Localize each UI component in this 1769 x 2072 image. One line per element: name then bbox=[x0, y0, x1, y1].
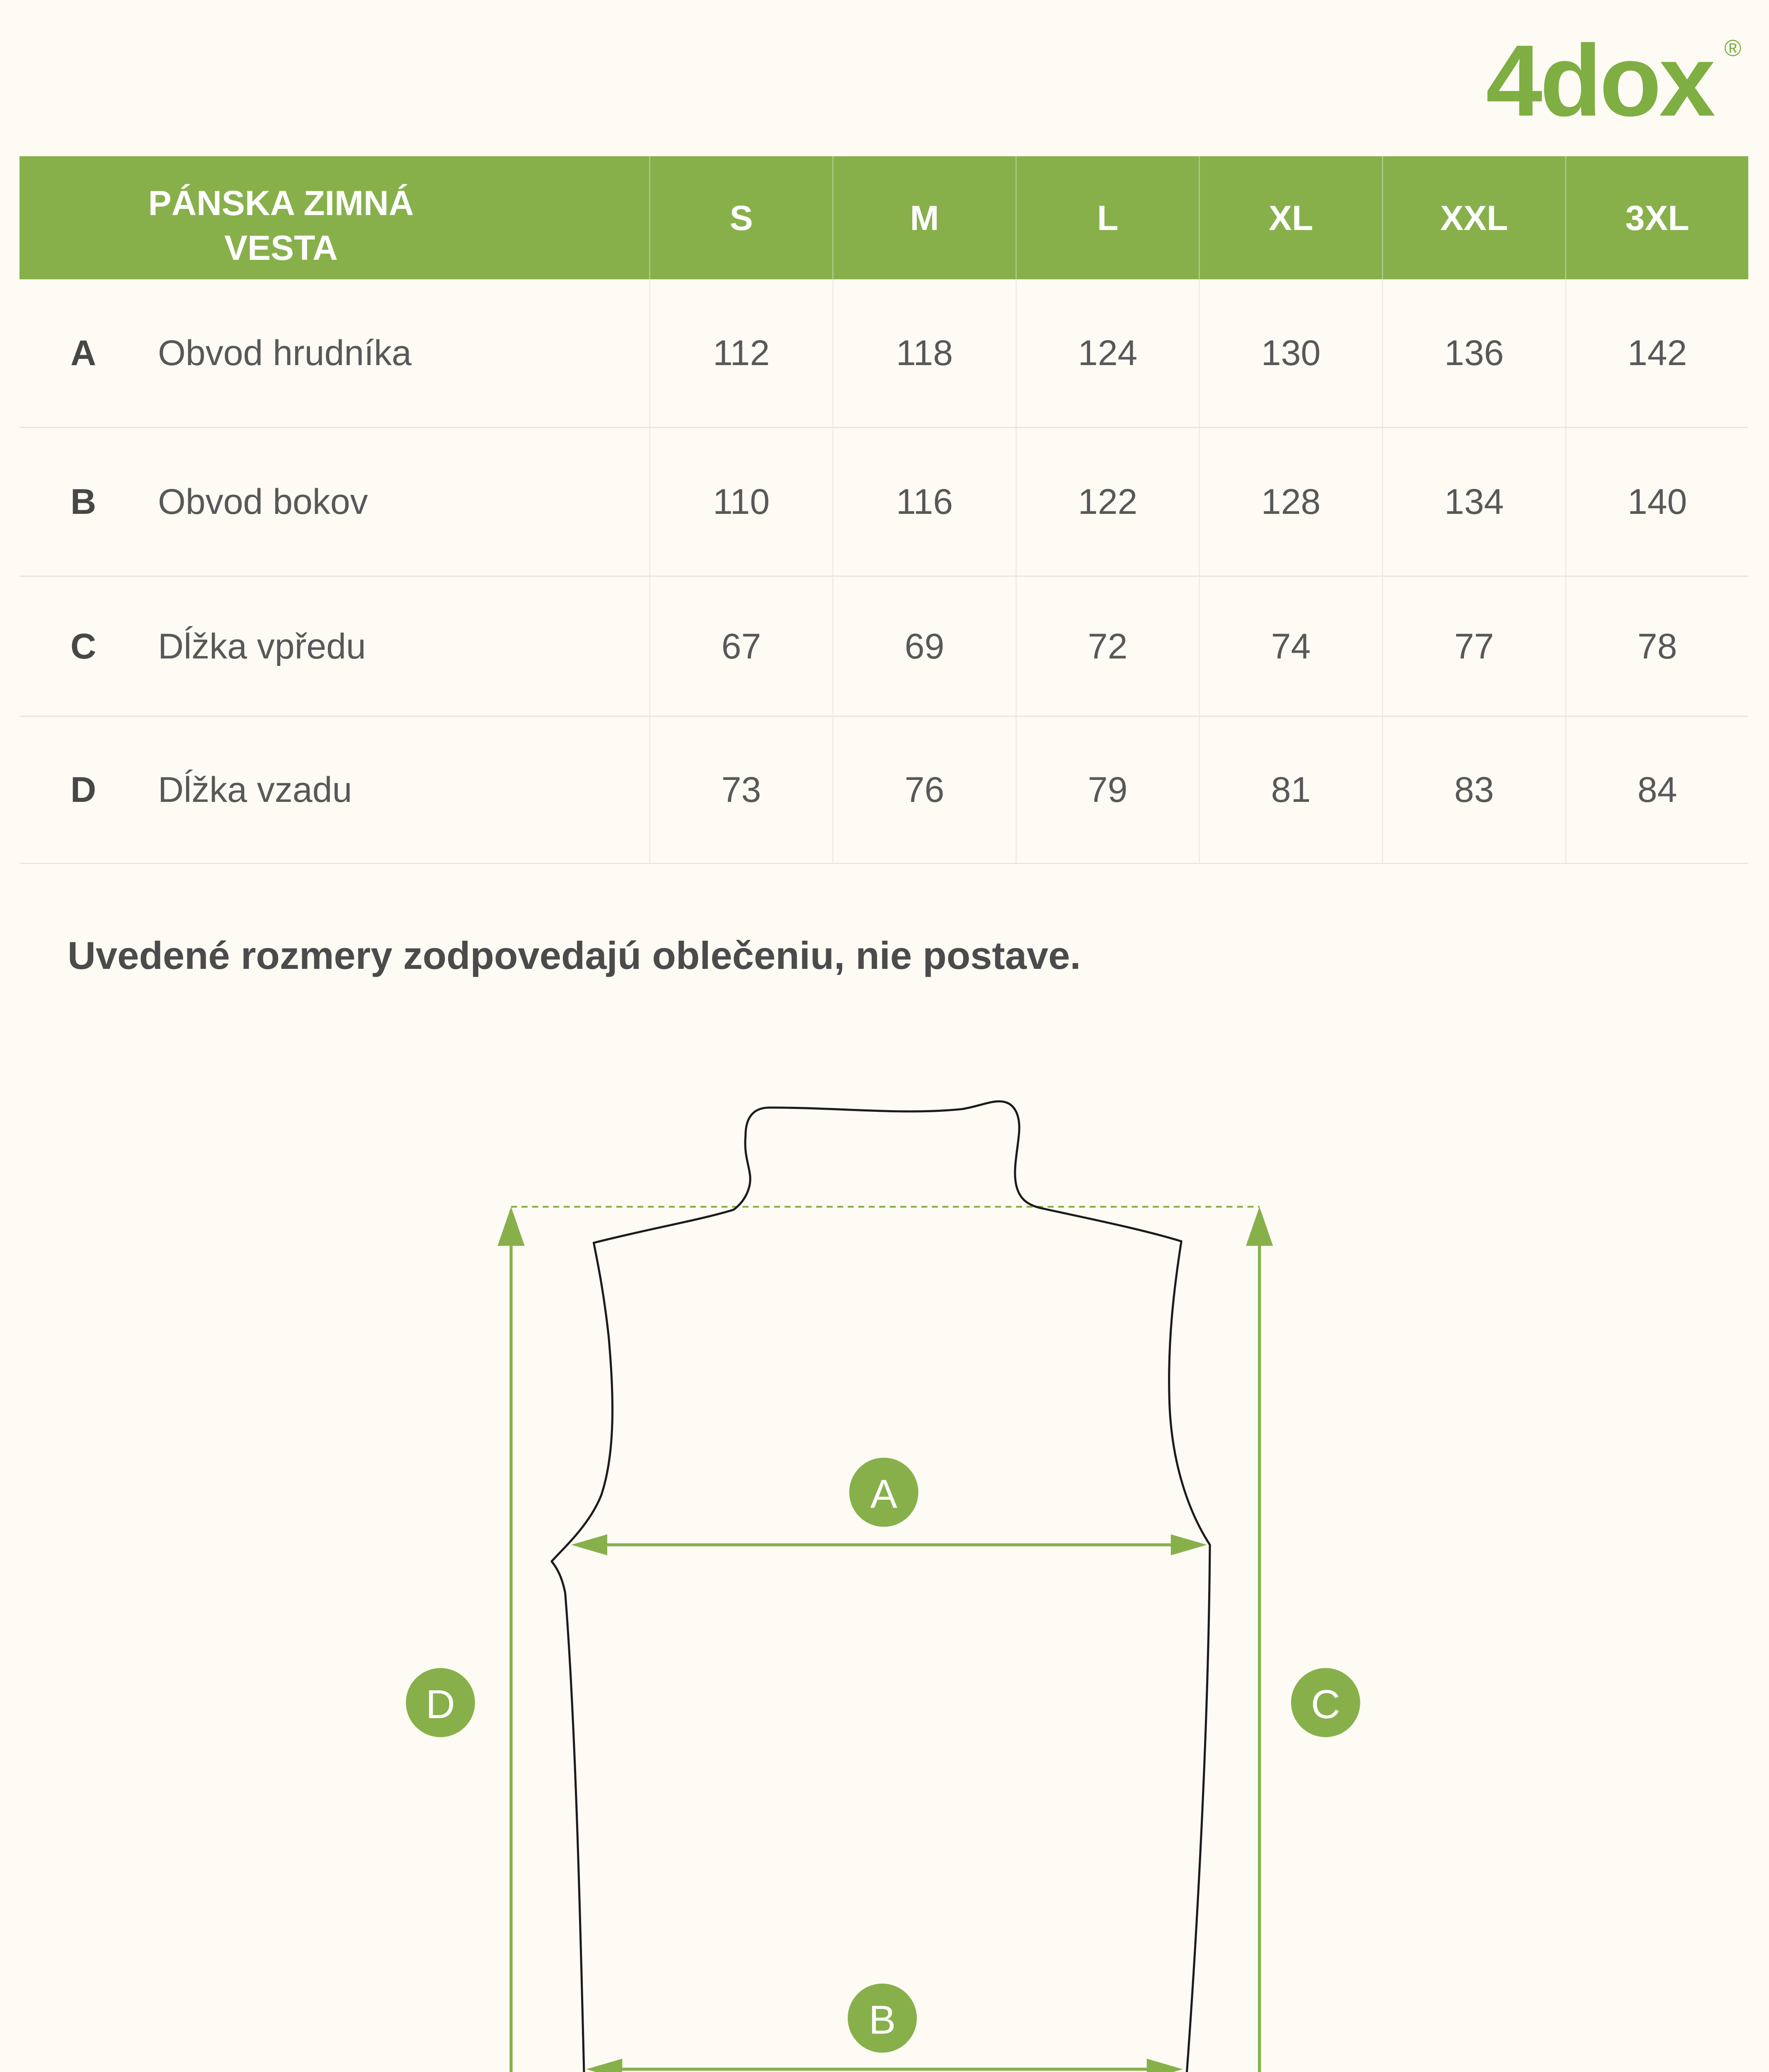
marker-a bbox=[849, 1458, 918, 1527]
vest-diagram bbox=[346, 1075, 1428, 2072]
measure-label: Dĺžka vpředu bbox=[158, 626, 366, 666]
value-m: 116 bbox=[832, 428, 1015, 576]
measure-cell bbox=[19, 279, 649, 427]
arrow-d-back-length bbox=[497, 1207, 524, 2072]
value-xxl: 83 bbox=[1382, 717, 1565, 863]
table-row-b bbox=[19, 428, 1748, 577]
marker-d-label: D bbox=[426, 1681, 455, 1727]
size-header-xxl: XXL bbox=[1382, 156, 1565, 279]
table-title bbox=[19, 156, 649, 279]
measure-label: Obvod bokov bbox=[158, 482, 368, 522]
marker-a-label: A bbox=[870, 1471, 897, 1517]
value-xl: 81 bbox=[1199, 717, 1382, 863]
value-m: 76 bbox=[832, 717, 1015, 863]
arrow-a-chest bbox=[571, 1534, 1207, 1555]
size-header-l: L bbox=[1015, 156, 1199, 279]
marker-b bbox=[848, 1984, 917, 2053]
value-xl: 128 bbox=[1199, 428, 1382, 576]
registered-mark: ® bbox=[1724, 35, 1742, 61]
size-header-m: M bbox=[832, 156, 1015, 279]
measure-label: Obvod hrudníka bbox=[158, 333, 412, 373]
value-xl: 130 bbox=[1199, 279, 1382, 427]
table-header bbox=[19, 156, 1748, 279]
value-m: 118 bbox=[832, 279, 1015, 427]
measure-letter: C bbox=[70, 626, 97, 666]
marker-c-label: C bbox=[1311, 1681, 1340, 1727]
value-3xl: 78 bbox=[1565, 577, 1748, 716]
value-3xl: 140 bbox=[1565, 428, 1748, 576]
value-l: 79 bbox=[1015, 717, 1199, 863]
value-s: 110 bbox=[649, 428, 832, 576]
table-row-c bbox=[19, 577, 1748, 717]
measure-label: Dĺžka vzadu bbox=[158, 770, 352, 810]
value-3xl: 84 bbox=[1565, 717, 1748, 863]
value-s: 112 bbox=[649, 279, 832, 427]
measure-letter: A bbox=[70, 333, 97, 373]
brand-logo: 4dox bbox=[1486, 24, 1713, 137]
arrow-a-left-head bbox=[571, 1534, 607, 1555]
size-table bbox=[19, 156, 1748, 864]
value-s: 67 bbox=[649, 577, 832, 716]
size-header-xl: XL bbox=[1199, 156, 1382, 279]
arrow-c-front-length bbox=[1246, 1207, 1273, 2072]
table-row-a bbox=[19, 279, 1748, 428]
value-xxl: 134 bbox=[1382, 428, 1565, 576]
size-header-s: S bbox=[649, 156, 832, 279]
arrow-c-top-head bbox=[1246, 1207, 1273, 1246]
value-m: 69 bbox=[832, 577, 1015, 716]
size-header-3xl: 3XL bbox=[1565, 156, 1748, 279]
sizing-note: Uvedené rozmery zodpovedajú oblečeniu, nie postave. bbox=[68, 934, 1081, 977]
value-l: 122 bbox=[1015, 428, 1199, 576]
table-title-line-1: PÁNSKA ZIMNÁ bbox=[148, 183, 414, 223]
table-title-line-2: VESTA bbox=[224, 228, 338, 267]
arrow-b-right-head bbox=[1147, 2059, 1183, 2072]
measure-cell bbox=[19, 428, 649, 576]
marker-c bbox=[1291, 1668, 1360, 1737]
measure-letter: B bbox=[70, 482, 97, 522]
value-xxl: 136 bbox=[1382, 279, 1565, 427]
arrow-b-left-head bbox=[586, 2059, 622, 2072]
marker-b-label: B bbox=[868, 1997, 896, 2043]
value-l: 124 bbox=[1015, 279, 1199, 427]
value-xxl: 77 bbox=[1382, 577, 1565, 716]
arrow-a-right-head bbox=[1171, 1534, 1207, 1555]
arrow-b-hips bbox=[586, 2059, 1183, 2072]
marker-d bbox=[406, 1668, 475, 1737]
measure-cell bbox=[19, 717, 649, 863]
arrow-d-top-head bbox=[497, 1207, 524, 1246]
guide-lines bbox=[511, 1207, 1260, 2072]
measure-letter: D bbox=[70, 770, 97, 810]
vest-outline bbox=[552, 1101, 1210, 2072]
value-xl: 74 bbox=[1199, 577, 1382, 716]
table-row-d bbox=[19, 717, 1748, 864]
value-3xl: 142 bbox=[1565, 279, 1748, 427]
measure-cell bbox=[19, 577, 649, 716]
value-s: 73 bbox=[649, 717, 832, 863]
value-l: 72 bbox=[1015, 577, 1199, 716]
